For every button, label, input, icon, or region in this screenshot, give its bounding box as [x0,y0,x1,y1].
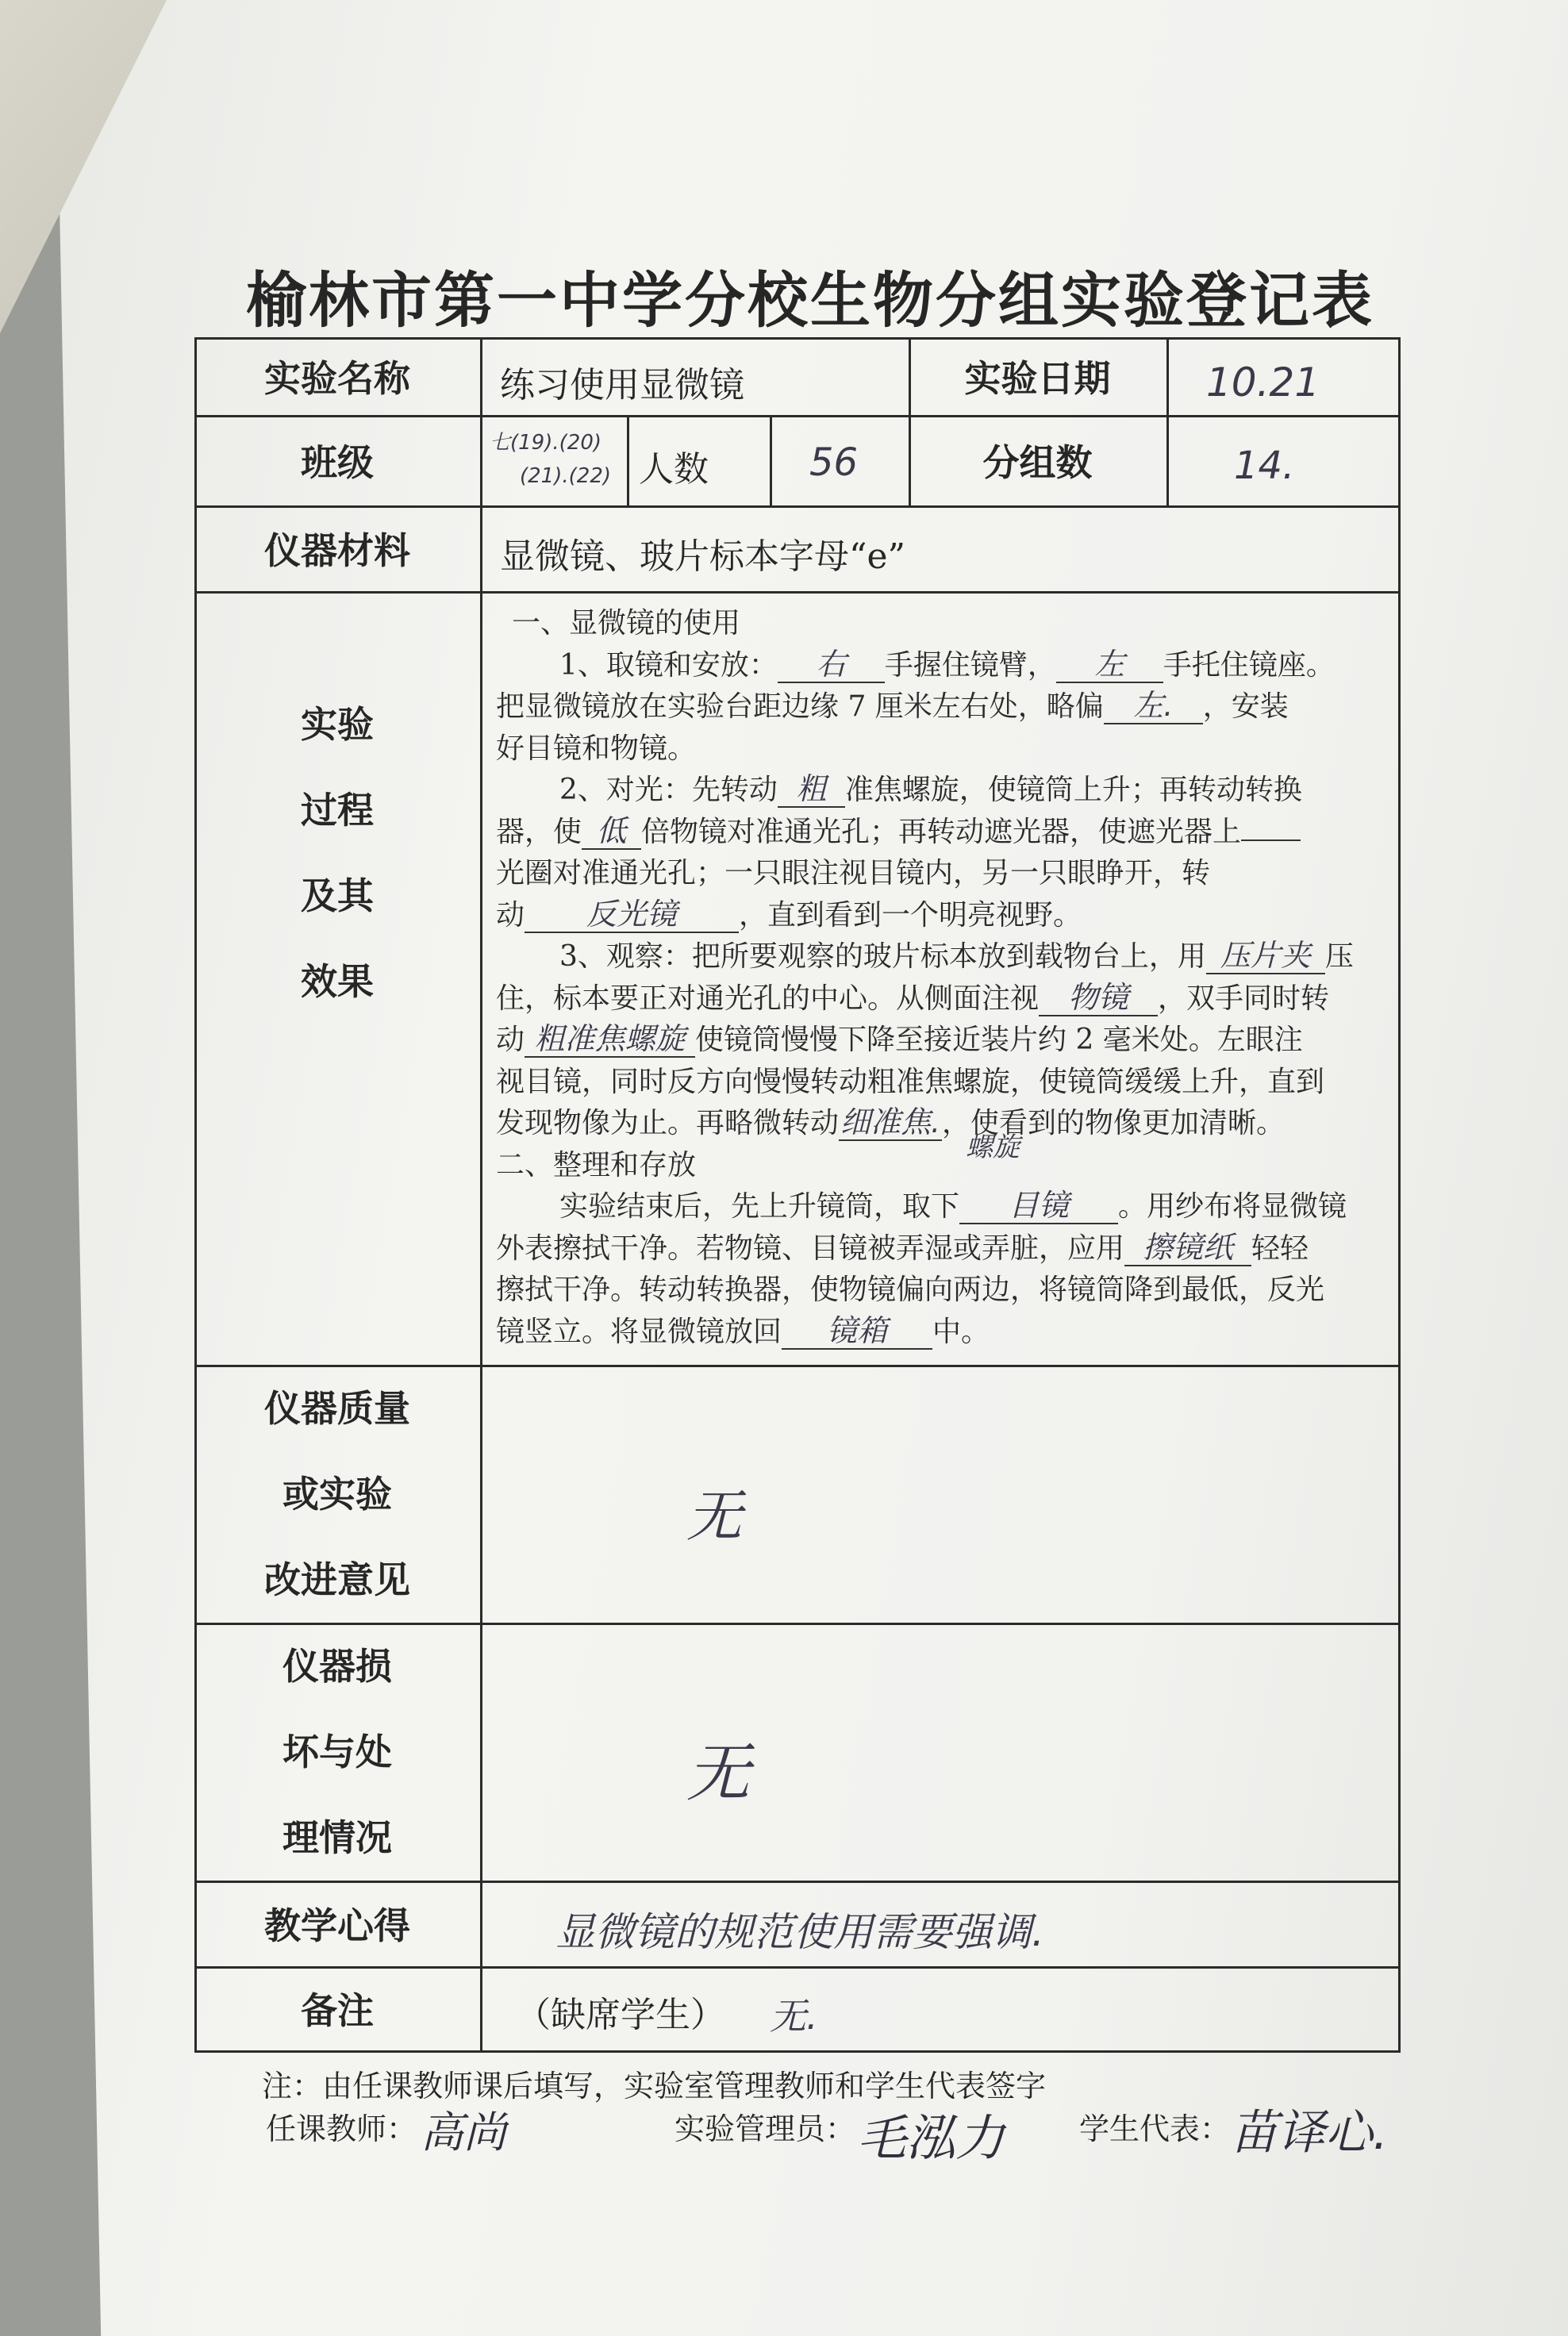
grid-line [1398,337,1401,2053]
process-label-line: 过程 [301,789,374,832]
quality-label-line: 仪器质量 [264,1386,410,1430]
grid-line [194,2050,1401,2053]
grid-line [770,415,772,505]
groups-value: 14. [1234,444,1295,488]
student-label: 学生代表： [1079,2111,1231,2146]
procedure-line: 3、观察：把所要观察的玻片标本放到载物台上，用 压片夹 压 [559,938,1354,973]
blank-objective: 物镜 [1039,980,1158,1016]
procedure-line: 一、显微镜的使用 [512,607,741,640]
blank-left: 左 [1056,647,1163,683]
blank-coarse: 粗 [778,771,845,808]
footer-note: 注：由任课教师课后填写，实验室管理教师和学生代表签字 [262,2069,1047,2104]
quality-value: 无 [686,1484,742,1549]
blank-left-offset: 左. [1104,688,1203,724]
procedure-line: 动 粗准焦螺旋 使镜筒慢慢下降至接近装片约 2 毫米处。左眼注 [496,1021,1303,1056]
damage-label [194,1623,480,1881]
process-label-line: 效果 [301,960,374,1003]
procedure-line: 视目镜，同时反方向慢慢转动粗准焦螺旋，使镜筒缓缓上升，直到 [496,1065,1325,1098]
quality-label-line: 改进意见 [264,1558,410,1601]
admin-label: 实验管理员： [674,2111,856,2146]
blank-lens-paper: 擦镜纸 [1124,1230,1251,1266]
blank-box: 镜箱 [782,1313,932,1350]
experiment-date-value: 10.21 [1206,359,1320,405]
student-signature: 苗译心. [1230,2105,1389,2161]
blank-eyepiece: 目镜 [959,1188,1118,1224]
process-label [194,678,480,1028]
experiment-date-label: 实验日期 [964,357,1111,400]
materials-value: 显微镜、玻片标本字母“e” [500,536,906,577]
blank-low: 低 [582,813,641,850]
procedure-line: 住，标本要正对通光孔的中心。从侧面注视 物镜 ，双手同时转 [496,979,1330,1015]
procedure-line: 好目镜和物镜。 [496,732,697,765]
count-label: 人数 [639,449,709,490]
blank-clip: 压片夹 [1206,938,1325,974]
class-value-line2: (21).(22) [520,464,612,488]
procedure-text [496,603,1389,1353]
quality-label-line: 或实验 [282,1472,392,1516]
procedure-line: 器，使 低 倍物镜对准通光孔；再转动遮光器，使遮光器上 [496,812,1389,854]
class-value-line1: 七(19).(20) [490,431,602,455]
teacher-label: 任课教师： [266,2111,417,2146]
blank-coarse-knob: 粗准焦螺旋 [525,1021,695,1058]
damage-label-line: 仪器损 [282,1644,392,1688]
reflection-label: 教学心得 [264,1904,410,1947]
procedure-line: 光圈对准通光孔；一只眼注视目镜内，另一只眼睁开，转 [496,857,1211,889]
blank-fine-knob-extra: 螺旋 [966,1132,1020,1163]
procedure-line: 擦拭干净。转动转换器，使物镜偏向两边，将镜筒降到最低，反光 [496,1274,1325,1306]
experiment-name-label: 实验名称 [264,357,410,400]
blank-aperture [1241,840,1301,841]
blank-right: 右 [778,647,885,683]
procedure-line: 镜竖立。将显微镜放回 镜箱 中。 [496,1312,990,1348]
teacher-signature: 高尚 [421,2107,506,2157]
procedure-line: 外表擦拭干净。若物镜、目镜被弄湿或弄脏，应用 擦镜纸 轻轻 [496,1229,1309,1265]
reflection-value: 显微镜的规范使用需要强调. [555,1909,1044,1955]
procedure-line: 动 反光镜 ，直到看到一个明亮视野。 [496,896,1082,932]
materials-label: 仪器材料 [264,529,410,572]
registration-form [194,337,1401,2053]
damage-label-line: 理情况 [282,1815,392,1859]
process-label-line: 实验 [301,703,374,746]
class-label: 班级 [301,441,374,484]
damage-value: 无 [686,1736,750,1810]
grid-line [480,337,482,2053]
admin-signature: 毛泓力 [857,2109,1005,2167]
grid-line [194,591,1401,594]
grid-line [1166,337,1169,505]
procedure-line: 实验结束后，先上升镜筒，取下 目镜 。用纱布将显微镜 [559,1188,1347,1223]
form-title: 榆林市第一中学分校生物分组实验登记表 [246,265,1374,336]
blank-fine-knob: 细准焦. [840,1105,941,1139]
procedure-line: 把显微镜放在实验台距边缘 7 厘米左右处，略偏 左. ，安装 [496,688,1289,723]
experiment-name-value: 练习使用显微镜 [500,365,744,405]
process-label-line: 及其 [301,874,374,917]
grid-line [627,415,629,505]
remarks-value: 无. [770,1995,818,2038]
remarks-prefix: （缺席学生） [516,1995,725,2035]
damage-label-line: 坏与处 [282,1730,392,1773]
procedure-line: 1、取镜和安放： 右 手握住镜臂， 左 手托住镜座。 [559,646,1335,682]
procedure-line: 二、整理和存放 [496,1148,697,1181]
count-value: 56 [809,440,859,485]
procedure-line: 发现物像为止。再略微转动细准焦.，使看到的物像更加清晰。 螺旋 [496,1103,1389,1145]
remarks-label: 备注 [301,1989,374,2032]
quality-label [194,1365,480,1623]
groups-label: 分组数 [982,441,1093,484]
procedure-line: 2、对光：先转动 粗 准焦螺旋，使镜筒上升；再转动转换 [559,771,1302,806]
blank-mirror: 反光镜 [525,897,739,933]
